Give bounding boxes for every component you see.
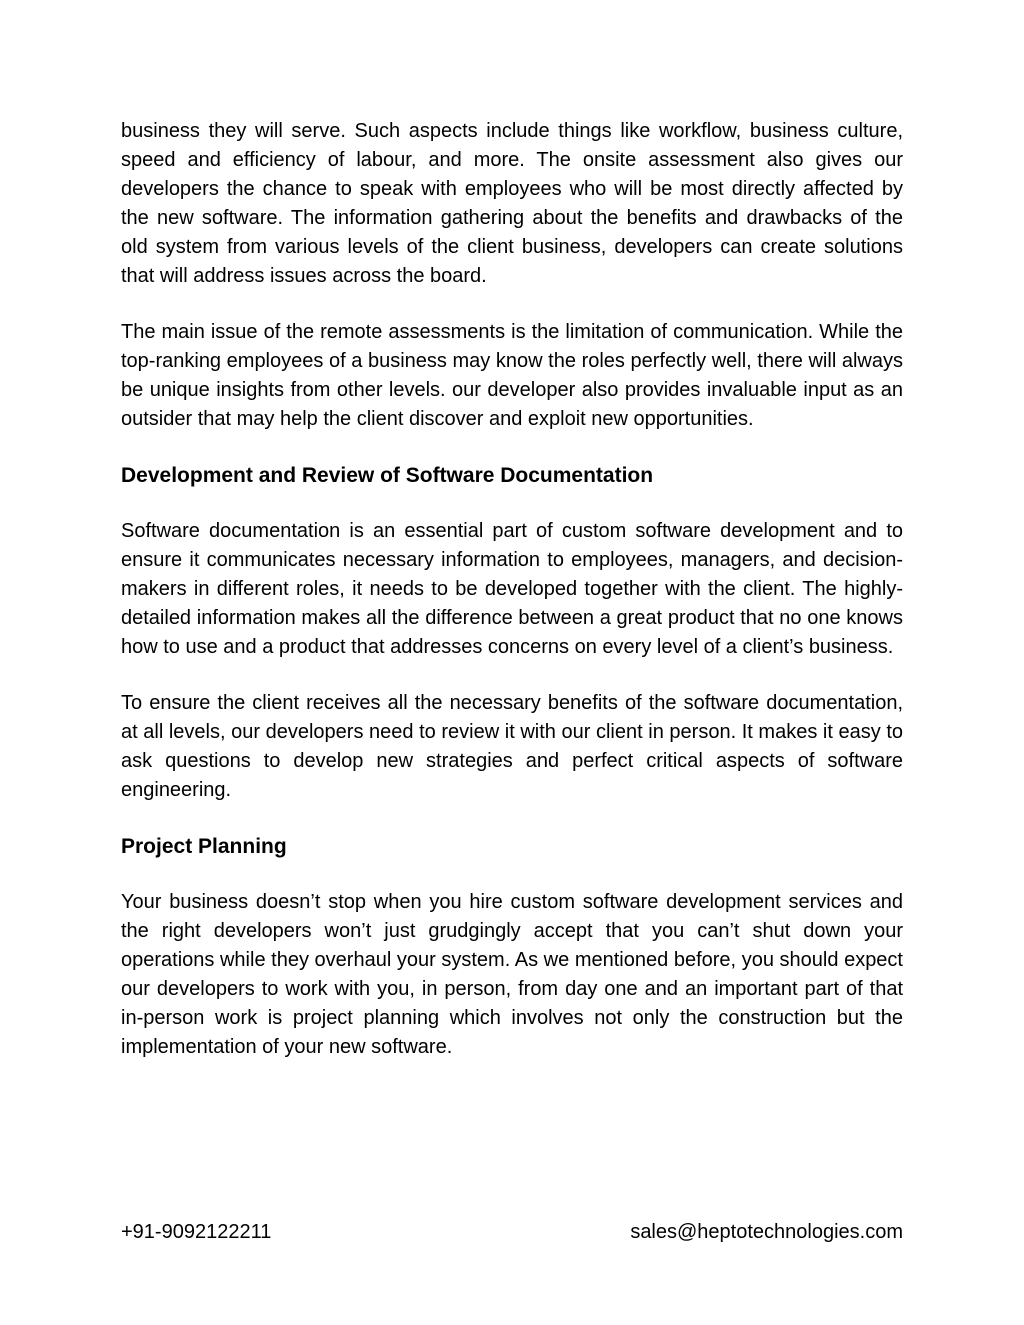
footer-phone: +91-9092122211 — [121, 1221, 272, 1243]
paragraph-documentation-review: To ensure the client receives all the necessary benefits of the software documentation, at all levels, our developers need to review it with our client in person. It makes it easy to ask questions to develop new strategies and perfect critical aspects of software engineering. — [121, 692, 903, 801]
paragraph-onsite-assessment: business they will serve. Such aspects include things like workflow, business culture, speed and efficiency of labour, and more. The onsite assessment also gives our developers the chance to speak with employees who will be most directly affected by the new software. The information gathering about the benefits and drawbacks of the old system from various levels of the client business, developers can create solutions that will address issues across the board. — [121, 120, 903, 287]
heading-software-documentation: Development and Review of Software Documentation — [121, 464, 654, 487]
paragraph-remote-assessment: The main issue of the remote assessments is the limitation of communication. While the top-ranking employees of a business may know the roles perfectly well, there will always be unique insights from other levels. our developer also provides invaluable input as an outsider that may help the client discover and exploit new opportunities. — [121, 321, 903, 430]
paragraph-project-planning: Your business doesn’t stop when you hire custom software development services and the right developers won’t just grudgingly accept that you can’t shut down your operations while they overhaul your system. As we mentioned before, you should expect our developers to work with you, in person, from day one and an important part of that in-person work is project planning which involves not only the construction but the implementation of your new software. — [121, 891, 903, 1058]
footer-email: sales@heptotechnologies.com — [630, 1221, 903, 1243]
page-footer — [121, 1218, 903, 1247]
paragraph-software-documentation: Software documentation is an essential part of custom software development and to ensure it communicates necessary information to employees, managers, and decision-makers in different roles, it needs to be developed together with the client. The highly-detailed information makes all the difference between a great product that no one knows how to use and a product that addresses concerns on every level of a client’s business. — [121, 520, 903, 658]
heading-project-planning: Project Planning — [121, 835, 287, 858]
document-body — [121, 117, 903, 1089]
